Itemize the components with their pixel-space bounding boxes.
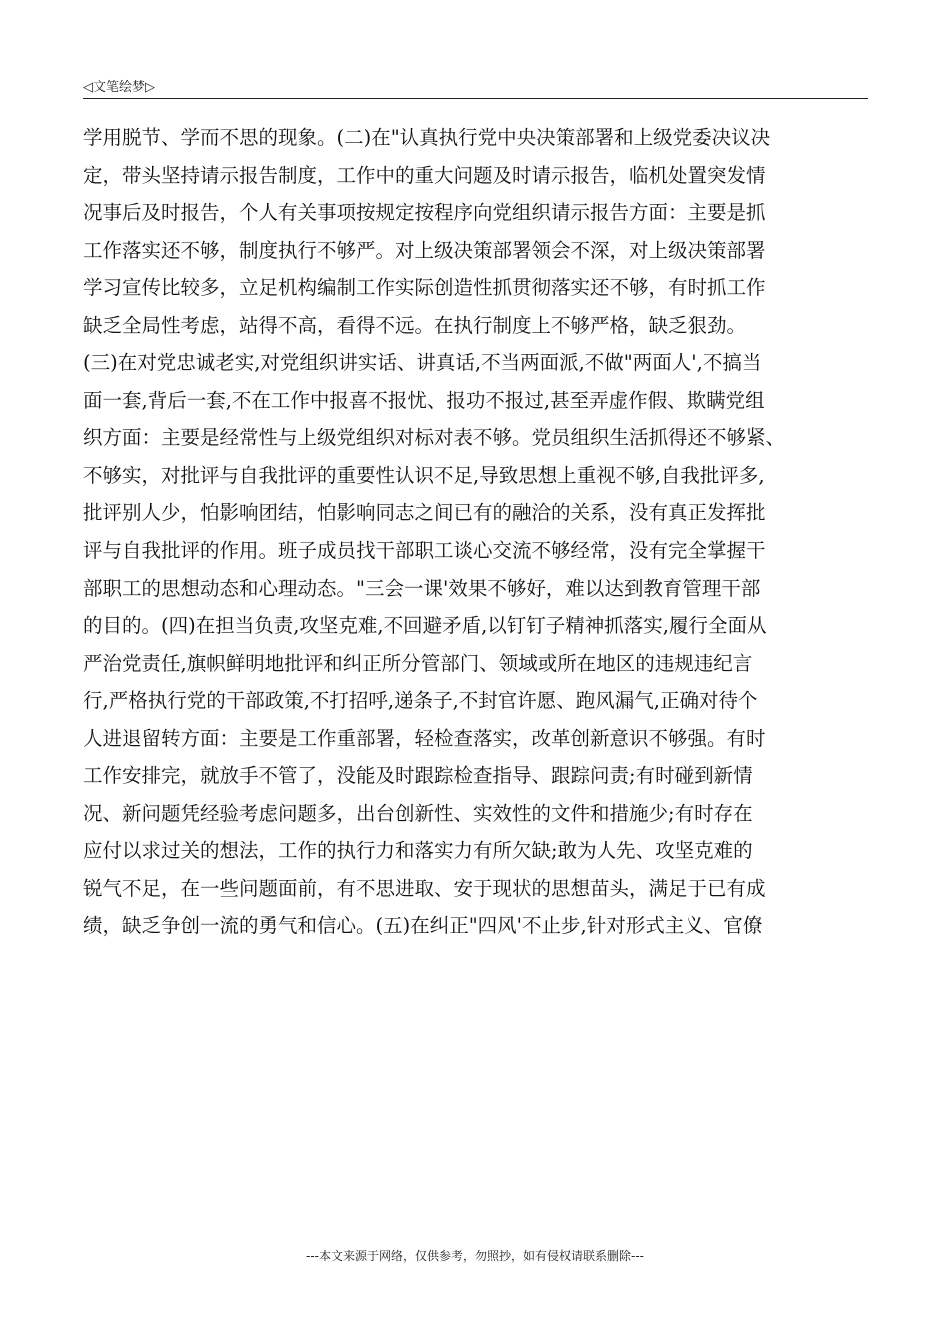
document-body <box>83 119 883 945</box>
body-line: 评与自我批评的作用。班子成员找干部职工谈心交流不够经常，没有完全掌握干 <box>83 539 766 563</box>
body-line: 严治党责任,旗帜鲜明地批评和纠正所分管部门、领域或所在地区的违规违纪言 <box>83 651 753 675</box>
page-footer: ---本文来源于网络，仅供参考，勿照抄，如有侵权请联系删除--- <box>306 1249 644 1263</box>
body-line: 行,严格执行党的干部政策,不打招呼,递条子,不封官许愿、跑风漏气,正确对待个 <box>83 689 758 713</box>
body-line: 不够实，对批评与自我批评的重要性认识不足,导致思想上重视不够,自我批评多, <box>83 463 765 487</box>
body-line: 人进退留转方面：主要是工作重部署，轻检查落实，改革创新意识不够强。有时 <box>83 726 766 750</box>
body-line: 况、新问题凭经验考虑问题多，出台创新性、实效性的文件和措施少;有时存在 <box>83 801 753 825</box>
body-line: 定，带头坚持请示报告制度，工作中的重大问题及时请示报告，临机处置突发情 <box>83 163 766 187</box>
body-line: 绩，缺乏争创一流的勇气和信心。(五)在纠正"四风'不止步,针对形式主义、官僚 <box>83 914 763 938</box>
body-line: 学习宣传比较多，立足机构编制工作实际创造性抓贯彻落实还不够，有时抓工作 <box>83 276 766 300</box>
body-line: 织方面：主要是经常性与上级党组织对标对表不够。党员组织生活抓得还不够紧、 <box>83 426 786 450</box>
body-line: 学用脱节、学而不思的现象。(二)在"认真执行党中央决策部署和上级党委决议决 <box>83 126 771 149</box>
body-line: 工作落实还不够，制度执行不够严。对上级决策部署领会不深，对上级决策部署 <box>83 238 766 262</box>
body-line: 应付以求过关的想法，工作的执行力和落实力有所欠缺;敢为人先、攻坚克难的 <box>83 839 753 863</box>
body-line: 锐气不足，在一些问题面前，有不思进取、安于现状的思想苗头，满足于已有成 <box>83 876 766 900</box>
page-header <box>83 74 868 99</box>
body-line: 的目的。(四)在担当负责,攻坚克难,不回避矛盾,以钉钉子精神抓落实,履行全面从 <box>83 614 767 638</box>
body-line: 况事后及时报告，个人有关事项按规定按程序向党组织请示报告方面：主要是抓 <box>83 201 766 225</box>
body-line: (三)在对党忠诚老实,对党组织讲实话、讲真话,不当两面派,不做"两面人',不搞当 <box>83 351 762 375</box>
body-line: 批评别人少，怕影响团结，怕影响同志之间已有的融洽的关系，没有真正发挥批 <box>83 501 766 525</box>
body-line: 缺乏全局性考虑，站得不高，看得不远。在执行制度上不够严格，缺乏狠劲。 <box>83 313 747 337</box>
body-line: 面一套,背后一套,不在工作中报喜不报忧、报功不报过,甚至弄虚作假、欺瞒党组 <box>83 388 765 412</box>
body-line: 部职工的思想动态和心理动态。"三会一课'效果不够好，难以达到教育管理干部 <box>83 576 761 600</box>
header-title: ◁文笔绘梦▷ <box>83 80 155 95</box>
body-line: 工作安排完，就放手不管了，没能及时跟踪检查指导、跟踪问责;有时碰到新情 <box>83 764 753 788</box>
